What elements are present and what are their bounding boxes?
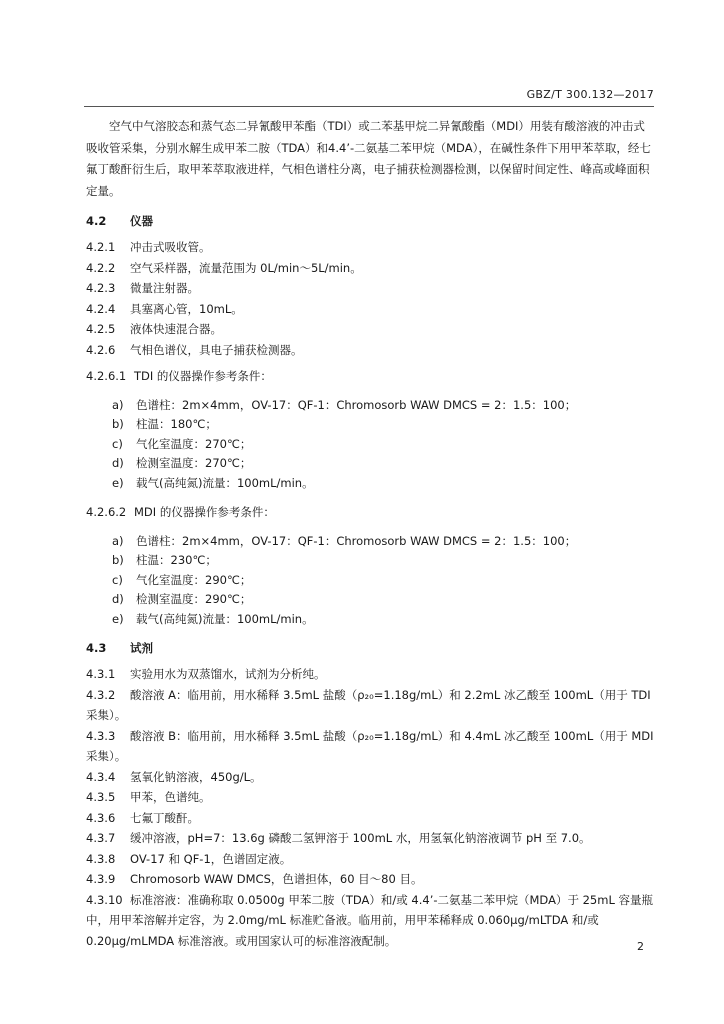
list-item: a) 色谱柱：2m×4mm，OV-17：QF-1：Chromosorb WAW DMCS = 2：1.5：100； <box>112 533 577 548</box>
list-item: 4.3.6 七氟丁酸酐。 <box>86 810 199 825</box>
list-item: d) 检测室温度：290℃； <box>112 592 252 606</box>
list-item: e) 载气(高纯氮)流量：100mL/min。 <box>112 611 314 626</box>
list-item: 4.3.3 酸溶液 B：临用前，用水稀释 3.5mL 盐酸（ρ₂₀=1.18g/mL）和 4.4mL 冰乙酸至 100mL（用于 MDI 采集）。 <box>86 728 654 763</box>
list-item: 4.3.5 甲苯，色谱纯。 <box>86 790 211 804</box>
list-item: 4.3.8 OV-17 和 QF-1，色谱固定液。 <box>86 851 292 866</box>
list-item: 4.2.1 冲击式吸收管。 <box>86 240 211 254</box>
list-item: 4.3.1 实验用水为双蒸馏水，试剂为分析纯。 <box>86 667 326 681</box>
standard-code: GBZ/T 300.132—2017 <box>526 88 654 101</box>
list-item: 4.3.2 酸溶液 A：临用前，用水稀释 3.5mL 盐酸（ρ₂₀=1.18g/mL）和 2.2mL 冰乙酸至 100mL（用于 TDI 采集）。 <box>86 687 651 722</box>
list-item: b) 柱温：180℃； <box>112 417 217 431</box>
list-item: c) 气化室温度：290℃； <box>112 572 252 587</box>
list-item: e) 载气(高纯氮)流量：100mL/min。 <box>112 475 314 490</box>
page-number: 2 <box>637 940 644 953</box>
section-4-2-heading: 4.2 仪器 <box>86 214 153 228</box>
page-body <box>86 116 656 951</box>
list-item: 4.2.4 具塞离心管，10mL。 <box>86 301 243 316</box>
list-item: 4.3.7 缓冲溶液，pH=7：13.6g 磷酸二氢钾溶于 100mL 水，用氢氧化钠溶液调节 pH 至 7.0。 <box>86 831 591 845</box>
list-item: 4.3.9 Chromosorb WAW DMCS，色谱担体，60 目～80 目。 <box>86 872 423 886</box>
list-item: 4.2.2 空气采样器，流量范围为 0L/min～5L/min。 <box>86 260 362 275</box>
list-item: c) 气化室温度：270℃； <box>112 436 252 451</box>
list-item: 4.2.3 微量注射器。 <box>86 281 199 295</box>
list-item: 4.3.10 标准溶液：准确称取 0.0500g 甲苯二胺（TDA）和/或 4.4’-二氨基二苯甲烷（MDA）于 25mL 容量瓶中，用甲苯溶解并定容，为 2.0mg/mL 标准贮备液。临用前，用甲苯稀释成 0.060μg/mLTDA 和/或 0.20μg/mLMDA 标准溶液。或用国家认可的标准溶液配制。 <box>86 892 654 948</box>
list-item: 4.2.5 液体快速混合器。 <box>86 322 222 336</box>
list-item: 4.3.4 氢氧化钠溶液，450g/L。 <box>86 769 262 784</box>
list-item: a) 色谱柱：2m×4mm，OV-17：QF-1：Chromosorb WAW DMCS = 2：1.5：100； <box>112 397 577 412</box>
header-divider <box>84 106 654 107</box>
list-item: 4.2.6 气相色谱仪，具电子捕获检测器。 <box>86 342 303 357</box>
subsection-4-2-6-2: 4.2.6.2 MDI 的仪器操作参考条件： <box>86 505 275 519</box>
section-4-3-heading: 4.3 试剂 <box>86 641 153 655</box>
intro-paragraph: 空气中气溶胶态和蒸气态二异氰酸甲苯酯（TDI）或二苯基甲烷二异氰酸酯（MDI）用装有酸溶液的冲击式吸收管采集，分别水解生成甲苯二胺（TDA）和4.4’-二氨基二苯甲烷（MDA），在碱性条件下用甲苯萃取，经七氟丁酸酐衍生后，取甲苯萃取液进样，气相色谱柱分离，电子捕获检测器检测，以保留时间定性、峰高或峰面积定量。 <box>86 119 651 198</box>
list-item: b) 柱温：230℃； <box>112 553 217 567</box>
list-item: d) 检测室温度：270℃； <box>112 456 252 470</box>
subsection-4-2-6-1: 4.2.6.1 TDI 的仪器操作参考条件： <box>86 369 272 383</box>
